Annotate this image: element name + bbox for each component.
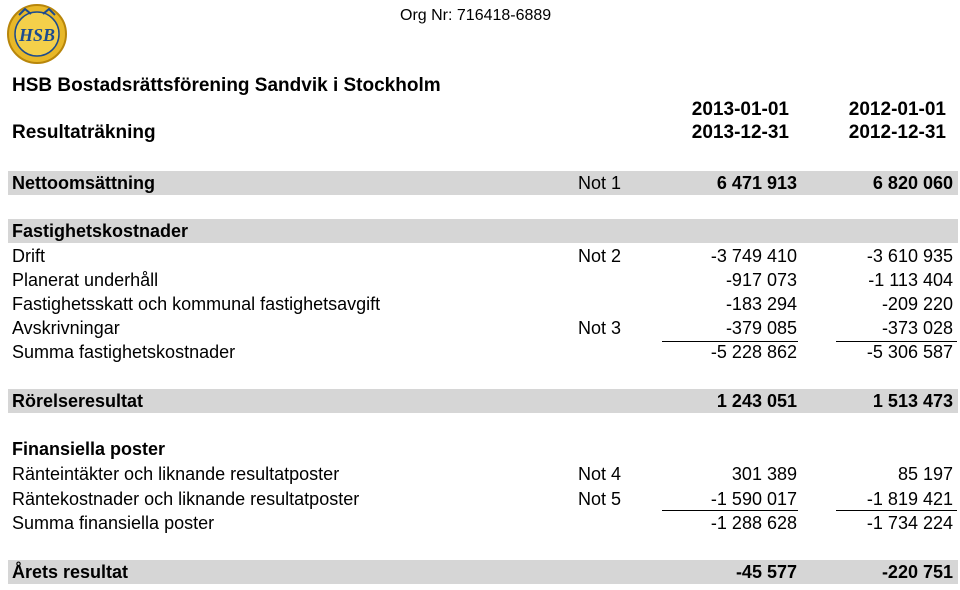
value-2013: 1 243 051 — [716, 391, 797, 411]
value-2013: -1 590 017 — [710, 489, 797, 509]
value-2013: 6 471 913 — [716, 173, 797, 193]
value-2012: -5 306 587 — [866, 342, 953, 362]
row-operations — [0, 244, 960, 268]
row-label: Summa fastighetskostnader — [12, 342, 236, 362]
value-2012: -1 819 421 — [866, 489, 953, 509]
section-financial — [0, 437, 960, 461]
row-depreciation — [0, 316, 960, 340]
value-2013: 301 389 — [731, 464, 797, 484]
row-maintenance — [0, 268, 960, 292]
value-2013: -1 288 628 — [710, 513, 797, 533]
value-2013: -5 228 862 — [710, 342, 797, 362]
row-interest-income — [0, 462, 960, 486]
period-2-to: 2012-12-31 — [848, 122, 946, 143]
hsb-logo — [3, 3, 71, 65]
value-2012: 1 513 473 — [872, 391, 953, 411]
row-label: Ränteintäkter och liknande resultatposter — [12, 464, 340, 484]
value-2013: -3 749 410 — [710, 246, 797, 266]
row-note: Not 1 — [578, 173, 622, 193]
period-1-to: 2013-12-31 — [691, 122, 789, 143]
row-label: Fastighetsskatt och kommunal fastighetsavgift — [12, 294, 381, 314]
value-2013: -379 085 — [725, 318, 797, 338]
value-2012: -220 751 — [881, 562, 953, 582]
row-property-costs-total — [0, 340, 960, 364]
row-financial-total — [0, 511, 960, 535]
value-2012: -1 734 224 — [866, 513, 953, 533]
row-label: Summa finansiella poster — [12, 513, 215, 533]
row-note: Not 5 — [578, 489, 622, 509]
section-heading: Fastighetskostnader — [12, 221, 189, 241]
page-title: Resultaträkning — [12, 122, 156, 143]
row-label: Avskrivningar — [12, 318, 120, 338]
row-label: Räntekostnader och liknande resultatposter — [12, 489, 360, 509]
row-label: Nettoomsättning — [12, 173, 155, 193]
row-label: Rörelseresultat — [12, 391, 144, 411]
period-1-from: 2013-01-01 — [691, 99, 789, 120]
row-note: Not 3 — [578, 318, 622, 338]
value-2013: -183 294 — [725, 294, 797, 314]
value-2013: -917 073 — [725, 270, 797, 290]
row-note: Not 4 — [578, 464, 622, 484]
row-property-tax — [0, 292, 960, 316]
row-operating-result — [0, 389, 960, 413]
row-year-result — [0, 560, 960, 584]
association-name: HSB Bostadsrättsförening Sandvik i Stockholm — [12, 75, 441, 96]
value-2013: -45 577 — [735, 562, 797, 582]
section-property-costs — [0, 219, 960, 243]
org-number: Org Nr: 716418-6889 — [400, 7, 552, 24]
value-2012: -209 220 — [881, 294, 953, 314]
section-heading: Finansiella poster — [12, 439, 166, 459]
row-net-sales — [0, 171, 960, 195]
row-note: Not 2 — [578, 246, 622, 266]
row-label: Planerat underhåll — [12, 270, 159, 290]
logo-text: HSB — [18, 25, 56, 45]
value-2012: -373 028 — [881, 318, 953, 338]
period-2-from: 2012-01-01 — [848, 99, 946, 120]
row-interest-expense — [0, 487, 960, 511]
value-2012: 6 820 060 — [872, 173, 953, 193]
value-2012: -3 610 935 — [866, 246, 953, 266]
row-label: Drift — [12, 246, 45, 266]
value-2012: 85 197 — [897, 464, 953, 484]
row-label: Årets resultat — [12, 562, 129, 582]
value-2012: -1 113 404 — [868, 270, 953, 290]
